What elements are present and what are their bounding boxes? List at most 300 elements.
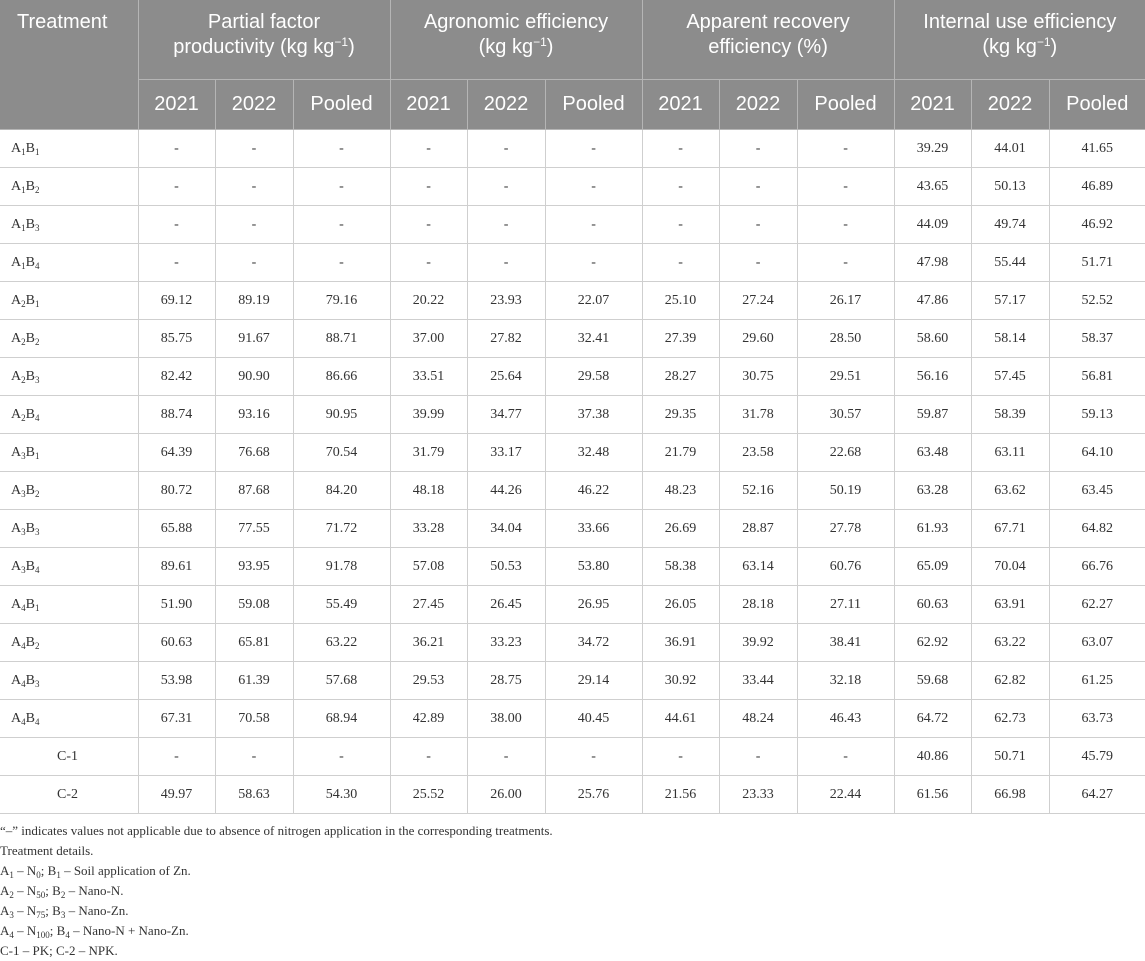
treatment-a-index: 1 [21, 222, 26, 233]
value-cell: - [797, 206, 894, 244]
value-cell: 47.98 [894, 244, 971, 282]
value-cell: - [797, 738, 894, 776]
value-cell: 49.74 [971, 206, 1049, 244]
value-cell: 64.27 [1049, 776, 1145, 814]
detail-description: Nano-N + Nano-Zn. [82, 923, 189, 938]
header-subcol: Pooled [797, 80, 894, 130]
header-subcol: 2022 [971, 80, 1049, 130]
value-cell: 87.68 [215, 472, 293, 510]
value-cell: 60.76 [797, 548, 894, 586]
value-cell: - [545, 206, 642, 244]
detail-a-index: 4 [9, 930, 14, 940]
value-cell: - [138, 206, 215, 244]
value-cell: 63.07 [1049, 624, 1145, 662]
value-cell: 28.27 [642, 358, 719, 396]
value-cell: 50.19 [797, 472, 894, 510]
detail-n-rate: 75 [36, 910, 46, 920]
value-cell: 61.56 [894, 776, 971, 814]
value-cell: 63.11 [971, 434, 1049, 472]
treatment-a-index: 3 [21, 564, 26, 575]
treatment-a-index: 4 [21, 602, 26, 613]
value-cell: 53.80 [545, 548, 642, 586]
value-cell: 59.68 [894, 662, 971, 700]
value-cell: 68.94 [293, 700, 390, 738]
treatment-b-index: 1 [34, 450, 40, 461]
table-row [0, 130, 1145, 168]
treatment-b-index: 3 [34, 222, 40, 233]
value-cell: 25.76 [545, 776, 642, 814]
table-row [0, 244, 1145, 282]
value-cell: 39.29 [894, 130, 971, 168]
header-group-sup: −1 [334, 35, 349, 49]
value-cell: 58.38 [642, 548, 719, 586]
value-cell: 59.13 [1049, 396, 1145, 434]
value-cell: 49.97 [138, 776, 215, 814]
table-row [0, 738, 1145, 776]
value-cell: - [390, 168, 467, 206]
value-cell: 33.66 [545, 510, 642, 548]
treatment-cell: $A_2B_4$ [0, 396, 138, 434]
value-cell: 43.65 [894, 168, 971, 206]
value-cell: - [390, 738, 467, 776]
value-cell: 58.60 [894, 320, 971, 358]
value-cell: 33.44 [719, 662, 797, 700]
treatment-b-index: 3 [34, 678, 40, 689]
value-cell: 48.23 [642, 472, 719, 510]
detail-description: Nano-N. [78, 883, 124, 898]
header-group-line1: Partial factor [207, 11, 321, 33]
treatment-b-index: 2 [34, 184, 40, 195]
value-cell: 62.82 [971, 662, 1049, 700]
value-cell: 32.41 [545, 320, 642, 358]
value-cell: 44.61 [642, 700, 719, 738]
header-subcol: 2021 [138, 80, 215, 130]
value-cell: 29.14 [545, 662, 642, 700]
value-cell: 90.90 [215, 358, 293, 396]
value-cell: 55.44 [971, 244, 1049, 282]
treatment-b-index: 1 [34, 602, 40, 613]
treatment-b-index: 4 [34, 260, 40, 271]
value-cell: - [545, 244, 642, 282]
detail-b-index: 3 [60, 910, 66, 920]
value-cell: 63.62 [971, 472, 1049, 510]
value-cell: - [390, 206, 467, 244]
value-cell: 51.71 [1049, 244, 1145, 282]
treatment-a-index: 1 [21, 184, 26, 195]
detail-n-rate: 0 [36, 870, 41, 880]
value-cell: 59.87 [894, 396, 971, 434]
value-cell: - [293, 130, 390, 168]
value-cell: 63.73 [1049, 700, 1145, 738]
value-cell: - [642, 738, 719, 776]
treatment-cell: $A_4B_2$ [0, 624, 138, 662]
header-group-close: ) [348, 36, 355, 58]
value-cell: 60.63 [894, 586, 971, 624]
value-cell: 29.60 [719, 320, 797, 358]
value-cell: - [797, 244, 894, 282]
value-cell: - [797, 130, 894, 168]
value-cell: 50.13 [971, 168, 1049, 206]
value-cell: 79.16 [293, 282, 390, 320]
treatment-detail-line: $A_3 - N_{75}$; $B_3$ – Nano-Zn. [0, 903, 129, 920]
value-cell: 28.50 [797, 320, 894, 358]
value-cell: 39.99 [390, 396, 467, 434]
value-cell: 44.26 [467, 472, 545, 510]
value-cell: 58.37 [1049, 320, 1145, 358]
value-cell: 27.24 [719, 282, 797, 320]
header-subcol: 2022 [719, 80, 797, 130]
value-cell: 46.22 [545, 472, 642, 510]
detail-b-index: 2 [60, 890, 66, 900]
value-cell: 65.88 [138, 510, 215, 548]
value-cell: 23.58 [719, 434, 797, 472]
table-row [0, 206, 1145, 244]
value-cell: 38.00 [467, 700, 545, 738]
value-cell: 27.11 [797, 586, 894, 624]
value-cell: - [215, 738, 293, 776]
value-cell: 29.51 [797, 358, 894, 396]
treatment-detail-line: $A_4 - N_{100}$; $B_4$ – Nano-N + Nano-Zn. [0, 923, 189, 940]
details-title: Treatment details. [0, 843, 94, 858]
table-row [0, 168, 1145, 206]
treatment-cell: $A_3B_2$ [0, 472, 138, 510]
value-cell: 93.16 [215, 396, 293, 434]
value-cell: 45.79 [1049, 738, 1145, 776]
value-cell: 58.63 [215, 776, 293, 814]
treatment-cell: $A_3B_3$ [0, 510, 138, 548]
treatment-cell: $A_1B_1$ [0, 130, 138, 168]
treatment-a-index: 4 [21, 716, 26, 727]
value-cell: - [719, 168, 797, 206]
value-cell: 20.22 [390, 282, 467, 320]
value-cell: - [293, 168, 390, 206]
value-cell: - [642, 130, 719, 168]
treatment-b-index: 4 [34, 716, 40, 727]
value-cell: 56.16 [894, 358, 971, 396]
detail-a-index: 2 [9, 890, 14, 900]
table-row [0, 586, 1145, 624]
detail-b-index: 1 [56, 870, 61, 880]
treatment-b-index: 3 [34, 374, 40, 385]
value-cell: - [390, 130, 467, 168]
value-cell: 25.10 [642, 282, 719, 320]
table-row [0, 700, 1145, 738]
value-cell: 66.76 [1049, 548, 1145, 586]
treatment-a-index: 3 [21, 526, 26, 537]
value-cell: 27.45 [390, 586, 467, 624]
value-cell: 89.61 [138, 548, 215, 586]
header-subcol: 2021 [894, 80, 971, 130]
value-cell: 56.81 [1049, 358, 1145, 396]
value-cell: 64.82 [1049, 510, 1145, 548]
value-cell: 34.77 [467, 396, 545, 434]
value-cell: 30.75 [719, 358, 797, 396]
value-cell: 48.18 [390, 472, 467, 510]
value-cell: 23.93 [467, 282, 545, 320]
treatment-b-index: 4 [34, 564, 40, 575]
value-cell: - [642, 244, 719, 282]
treatment-cell: $A_2B_1$ [0, 282, 138, 320]
value-cell: 40.45 [545, 700, 642, 738]
value-cell: - [642, 168, 719, 206]
header-subcol: 2022 [467, 80, 545, 130]
value-cell: 69.12 [138, 282, 215, 320]
value-cell: 61.25 [1049, 662, 1145, 700]
value-cell: 62.27 [1049, 586, 1145, 624]
treatment-b-index: 2 [34, 640, 40, 651]
value-cell: 86.66 [293, 358, 390, 396]
table-row [0, 510, 1145, 548]
header-group-close: ) [1050, 36, 1058, 58]
treatment-a-index: 3 [21, 450, 26, 461]
value-cell: 33.28 [390, 510, 467, 548]
value-cell: - [293, 206, 390, 244]
detail-b-index: 4 [65, 930, 70, 940]
value-cell: 70.54 [293, 434, 390, 472]
value-cell: 62.92 [894, 624, 971, 662]
table-header [0, 0, 1145, 130]
table-row [0, 434, 1145, 472]
value-cell: 62.73 [971, 700, 1049, 738]
value-cell: 34.72 [545, 624, 642, 662]
treatment-cell: $A_1B_3$ [0, 206, 138, 244]
value-cell: 34.04 [467, 510, 545, 548]
value-cell: 61.39 [215, 662, 293, 700]
value-cell: 91.78 [293, 548, 390, 586]
detail-a-index: 1 [9, 870, 14, 880]
header-group-1 [138, 0, 390, 80]
header-group-sup: −1 [1036, 35, 1051, 49]
value-cell: 29.35 [642, 396, 719, 434]
header-subcol: 2021 [390, 80, 467, 130]
value-cell: - [215, 206, 293, 244]
value-cell: 23.33 [719, 776, 797, 814]
value-cell: 27.39 [642, 320, 719, 358]
header-group-line2: (kg kg [982, 36, 1037, 58]
treatment-b-index: 3 [34, 526, 40, 537]
dash-note: “–” indicates values not applicable due to absence of nitrogen application in the corresponding treatments. [0, 823, 553, 838]
detail-description: Nano-Zn. [78, 903, 129, 918]
value-cell: 63.14 [719, 548, 797, 586]
value-cell: 57.68 [293, 662, 390, 700]
header-group-line1: Agronomic efficiency [423, 11, 609, 33]
header-subcol: Pooled [545, 80, 642, 130]
value-cell: 42.89 [390, 700, 467, 738]
value-cell: 22.44 [797, 776, 894, 814]
value-cell: 90.95 [293, 396, 390, 434]
treatment-cell: $A_1B_4$ [0, 244, 138, 282]
header-group-line1: Internal use efficiency [923, 11, 1117, 33]
value-cell: 33.51 [390, 358, 467, 396]
value-cell: 29.58 [545, 358, 642, 396]
value-cell: 26.00 [467, 776, 545, 814]
value-cell: 46.92 [1049, 206, 1145, 244]
value-cell: 65.81 [215, 624, 293, 662]
value-cell: 47.86 [894, 282, 971, 320]
value-cell: 50.71 [971, 738, 1049, 776]
treatment-cell: C-2 [0, 776, 138, 814]
value-cell: - [719, 244, 797, 282]
value-cell: 55.49 [293, 586, 390, 624]
value-cell: 53.98 [138, 662, 215, 700]
value-cell: - [545, 168, 642, 206]
treatment-cell: $A_1B_2$ [0, 168, 138, 206]
header-group-line2: (kg kg [478, 36, 534, 58]
treatment-b-index: 2 [34, 488, 40, 499]
treatment-b-index: 4 [34, 412, 40, 423]
value-cell: 59.08 [215, 586, 293, 624]
treatment-a-index: 1 [21, 260, 26, 271]
value-cell: 26.95 [545, 586, 642, 624]
treatment-cell: $A_3B_1$ [0, 434, 138, 472]
treatment-b-index: 2 [34, 336, 40, 347]
value-cell: - [719, 130, 797, 168]
value-cell: 58.14 [971, 320, 1049, 358]
value-cell: 58.39 [971, 396, 1049, 434]
value-cell: - [719, 738, 797, 776]
value-cell: 32.48 [545, 434, 642, 472]
header-group-line2: productivity (kg kg [173, 36, 335, 58]
treatment-cell: $A_2B_2$ [0, 320, 138, 358]
table-body [0, 130, 1145, 814]
value-cell: 71.72 [293, 510, 390, 548]
value-cell: 31.79 [390, 434, 467, 472]
value-cell: 37.38 [545, 396, 642, 434]
value-cell: - [545, 130, 642, 168]
value-cell: 67.71 [971, 510, 1049, 548]
header-subcol: Pooled [293, 80, 390, 130]
value-cell: 63.45 [1049, 472, 1145, 510]
value-cell: 40.86 [894, 738, 971, 776]
value-cell: 66.98 [971, 776, 1049, 814]
value-cell: 52.16 [719, 472, 797, 510]
value-cell: 28.75 [467, 662, 545, 700]
table-row [0, 472, 1145, 510]
value-cell: 60.63 [138, 624, 215, 662]
value-cell: 70.58 [215, 700, 293, 738]
value-cell: 84.20 [293, 472, 390, 510]
value-cell: 91.67 [215, 320, 293, 358]
value-cell: 30.92 [642, 662, 719, 700]
value-cell: 26.45 [467, 586, 545, 624]
value-cell: 52.52 [1049, 282, 1145, 320]
value-cell: 82.42 [138, 358, 215, 396]
value-cell: 25.64 [467, 358, 545, 396]
treatment-cell: $A_2B_3$ [0, 358, 138, 396]
value-cell: - [293, 738, 390, 776]
value-cell: 22.07 [545, 282, 642, 320]
value-cell: 54.30 [293, 776, 390, 814]
treatment-a-index: 2 [21, 298, 26, 309]
value-cell: 64.72 [894, 700, 971, 738]
value-cell: 61.93 [894, 510, 971, 548]
value-cell: 76.68 [215, 434, 293, 472]
value-cell: 44.09 [894, 206, 971, 244]
value-cell: 39.92 [719, 624, 797, 662]
value-cell: 33.23 [467, 624, 545, 662]
treatment-cell: $A_4B_4$ [0, 700, 138, 738]
value-cell: 63.91 [971, 586, 1049, 624]
treatment-a-index: 4 [21, 678, 26, 689]
value-cell: 88.71 [293, 320, 390, 358]
value-cell: 51.90 [138, 586, 215, 624]
value-cell: 25.52 [390, 776, 467, 814]
treatment-detail-line: $A_1 - N_0$; $B_1$ – Soil application of Zn. [0, 863, 191, 880]
treatment-detail-line: $A_2 - N_{50}$; $B_2$ – Nano-N. [0, 883, 124, 900]
value-cell: 80.72 [138, 472, 215, 510]
value-cell: - [215, 130, 293, 168]
value-cell: 57.08 [390, 548, 467, 586]
value-cell: 33.17 [467, 434, 545, 472]
detail-n-rate: 50 [36, 890, 46, 900]
table-row [0, 320, 1145, 358]
value-cell: 46.43 [797, 700, 894, 738]
value-cell: 28.18 [719, 586, 797, 624]
value-cell: - [390, 244, 467, 282]
treatment-a-index: 3 [21, 488, 26, 499]
value-cell: 38.41 [797, 624, 894, 662]
detail-a-index: 3 [9, 910, 14, 920]
table-row [0, 396, 1145, 434]
treatment-a-index: 2 [21, 336, 26, 347]
value-cell: 36.91 [642, 624, 719, 662]
treatment-b-index: 1 [34, 298, 40, 309]
header-subcol: 2021 [642, 80, 719, 130]
value-cell: 36.21 [390, 624, 467, 662]
value-cell: 22.68 [797, 434, 894, 472]
treatment-cell: $A_4B_1$ [0, 586, 138, 624]
header-group-line2: efficiency (%) [708, 36, 828, 58]
value-cell: - [467, 244, 545, 282]
value-cell: 28.87 [719, 510, 797, 548]
value-cell: 48.24 [719, 700, 797, 738]
header-group-line1: Apparent recovery [686, 11, 850, 33]
value-cell: - [467, 130, 545, 168]
value-cell: - [215, 168, 293, 206]
value-cell: - [797, 168, 894, 206]
value-cell: 85.75 [138, 320, 215, 358]
value-cell: - [293, 244, 390, 282]
value-cell: 88.74 [138, 396, 215, 434]
value-cell: - [138, 738, 215, 776]
value-cell: 26.05 [642, 586, 719, 624]
header-group-3 [642, 0, 894, 80]
value-cell: - [138, 168, 215, 206]
value-cell: 31.78 [719, 396, 797, 434]
value-cell: 46.89 [1049, 168, 1145, 206]
value-cell: 50.53 [467, 548, 545, 586]
detail-description: Soil application of Zn. [73, 863, 191, 878]
value-cell: - [138, 244, 215, 282]
treatment-a-index: 1 [21, 146, 26, 157]
value-cell: - [138, 130, 215, 168]
treatment-cell: C-1 [0, 738, 138, 776]
value-cell: 63.48 [894, 434, 971, 472]
header-group-sup: −1 [533, 35, 547, 49]
value-cell: 64.39 [138, 434, 215, 472]
value-cell: 57.45 [971, 358, 1049, 396]
value-cell: 77.55 [215, 510, 293, 548]
header-group-2 [390, 0, 642, 80]
value-cell: 63.28 [894, 472, 971, 510]
treatment-a-index: 2 [21, 412, 26, 423]
value-cell: - [467, 206, 545, 244]
value-cell: 93.95 [215, 548, 293, 586]
table-row [0, 548, 1145, 586]
value-cell: 41.65 [1049, 130, 1145, 168]
value-cell: 26.17 [797, 282, 894, 320]
value-cell: - [545, 738, 642, 776]
